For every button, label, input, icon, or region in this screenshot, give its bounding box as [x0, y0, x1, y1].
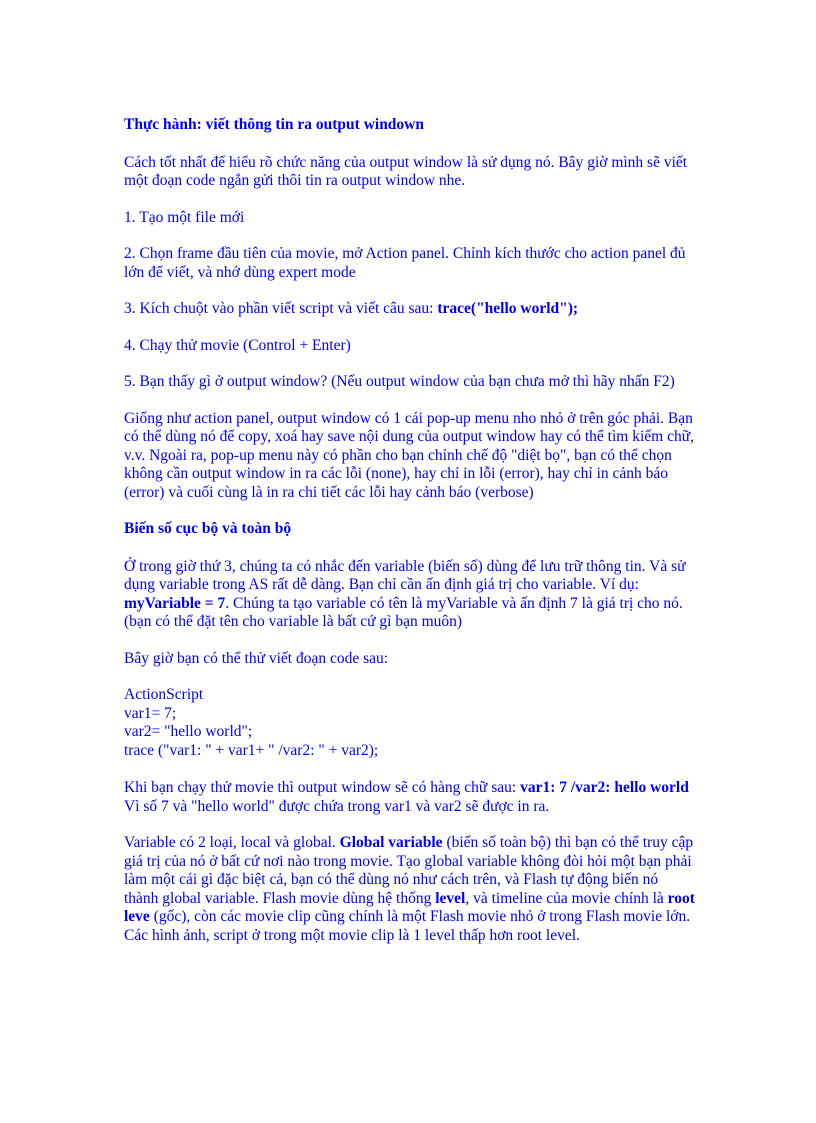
- output-result-value: var1: 7 /var2: hello world: [520, 779, 689, 796]
- global-text-d: (gốc), còn các movie clip cũng chính là một Flash movie nhỏ ở trong Flash movie lớn. Các hình ảnh, script ở trong một movie clip là 1 level thấp hơn root level.: [124, 908, 691, 944]
- step-1: 1. Tạo một file mới: [124, 208, 245, 226]
- code-line: var1= 7;: [124, 704, 177, 722]
- document-body: [124, 116, 696, 963]
- section-heading-output-window: Thực hành: viết thông tin ra output windown: [124, 116, 424, 133]
- code-block: [124, 686, 696, 760]
- step-5: 5. Bạn thấy gì ở output window? (Nếu output window của bạn chưa mở thì hãy nhấn F2): [124, 373, 675, 390]
- step-2: 2. Chọn frame đầu tiên của movie, mở Action panel. Chỉnh kích thước cho action panel đủ lớn để viết, và nhớ dùng expert mode: [124, 245, 686, 281]
- section-heading-variables: Biến số cục bộ và toàn bộ: [124, 520, 292, 537]
- popup-menu-paragraph: Giống như action panel, output window có 1 cái pop-up menu nho nhỏ ở trên góc phải. Bạn có thể dùng nó để copy, xoá hay save nội dung của output window hay có thể tìm kiếm chữ, v.v. Ngoài ra, pop-up menu này có phần cho bạn chỉnh chế độ "diệt bọ", bạn có thể chọn không cần output window in ra các lỗi (none), hay chỉ in lỗi (error), hay chỉ in cảnh báo (error) và cuối cùng là in ra chi tiết các lỗi hay cảnh báo (verbose): [124, 409, 695, 501]
- variable-intro-text-b: . Chúng ta tạo variable có tên là myVariable và ấn định 7 là giá trị cho nó. (bạn có thể đặt tên cho variable là bất cứ gì bạn muôn): [124, 594, 683, 630]
- output-result-text-b: Vì số 7 và "hello world" được chứa trong var1 và var2 sẽ được in ra.: [124, 797, 550, 815]
- variable-example: myVariable = 7: [124, 594, 226, 612]
- step-3-text: 3. Kích chuột vào phần viết script và viết câu sau:: [124, 300, 438, 317]
- code-intro-paragraph: Bây giờ bạn có thể thử viết đoạn code sau:: [124, 649, 389, 667]
- code-line: ActionScript: [124, 686, 204, 703]
- intro-paragraph: Cách tốt nhất để hiểu rõ chức năng của output window là sử dụng nó. Bây giờ mình sẽ viết một đoạn code ngắn gửi thôi tin ra output window nhe.: [124, 153, 688, 189]
- variable-intro-text-a: Ở trong giờ thứ 3, chúng ta có nhắc đến variable (biến số) dùng để lưu trữ thông tin. Và sử dụng variable trong AS rất dễ dàng. Bạn chỉ cần ấn định giá trị cho variable. Ví dụ:: [124, 557, 686, 593]
- code-line: trace ("var1: " + var1+ " /var2: " + var2);: [124, 741, 379, 759]
- output-result-paragraph: [124, 779, 696, 816]
- step-4: 4. Chạy thử movie (Control + Enter): [124, 336, 351, 354]
- step-3: [124, 300, 696, 319]
- global-text-b: (biến số toàn bộ) thì bạn có thể truy cập giá trị của nó ở bất cứ nơi nào trong movie. Tạo global variable không đòi hỏi một bạn phải làm một cái gì đặc biệt cả, bạn có thể dùng nó như cách trên, và Flash tự động biến nó thành global variable. Flash movie dùng hệ thống: [124, 834, 694, 907]
- variable-intro-paragraph: [124, 558, 696, 632]
- root-level-term: root leve: [124, 889, 695, 925]
- output-result-text-a: Khi bạn chạy thử movie thì output window sẽ có hàng chữ sau:: [124, 779, 521, 796]
- level-term: level: [435, 889, 466, 907]
- global-variable-paragraph: [124, 834, 696, 945]
- global-variable-term: Global variable: [339, 834, 443, 851]
- code-line: var2= "hello world";: [124, 723, 253, 740]
- global-text-a: Variable có 2 loại, local và global.: [124, 834, 340, 851]
- global-text-c: , và timeline của movie chính là: [465, 889, 668, 907]
- step-3-code: trace("hello world");: [437, 300, 579, 317]
